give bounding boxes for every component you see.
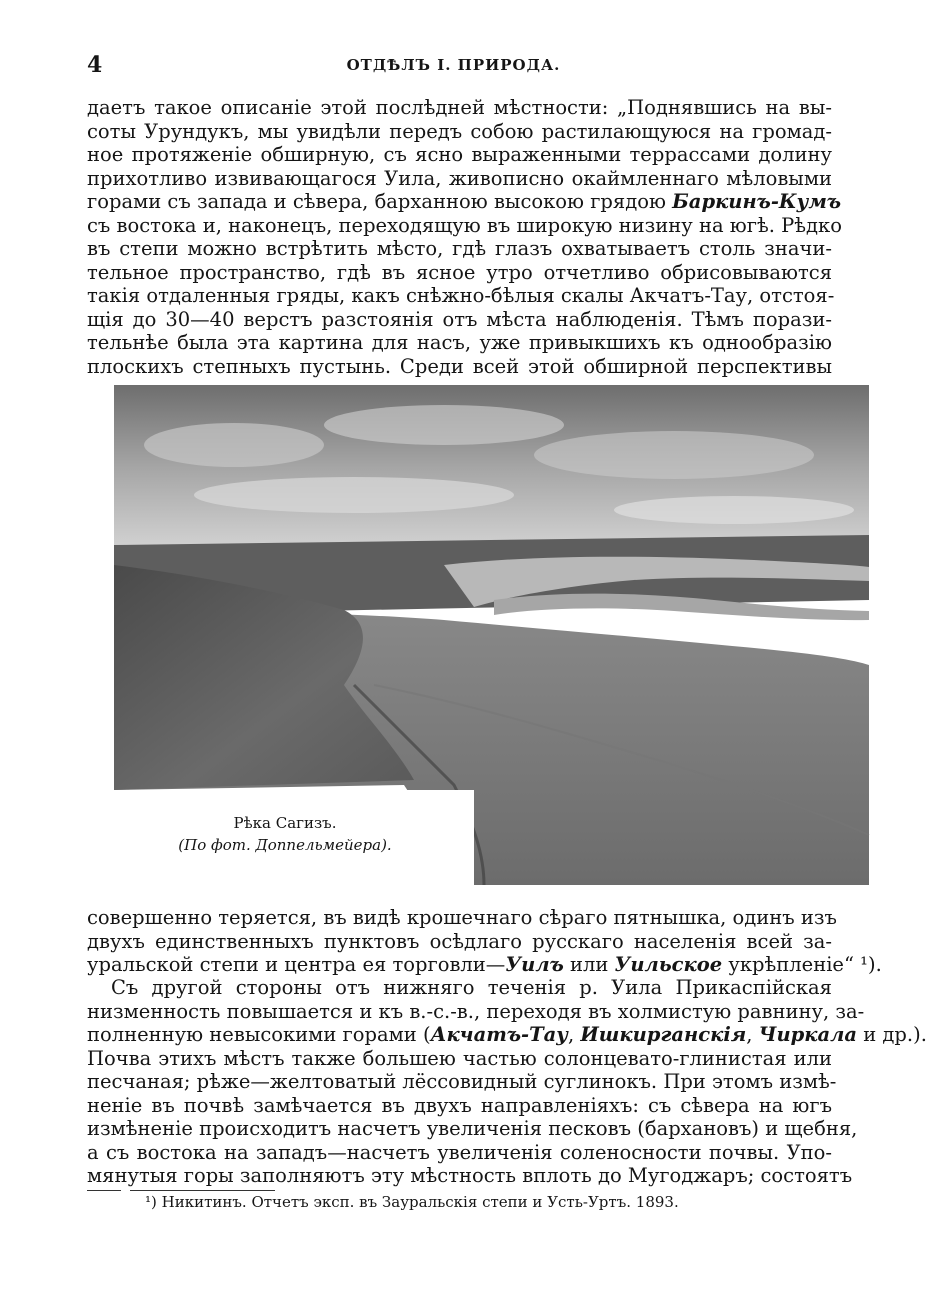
text-line: съ востока и, наконецъ, переходящую въ широкую низину на югѣ. Рѣдко [87,213,842,237]
text-run: или [563,953,615,976]
text-line: въ степи можно встрѣтить мѣсто, гдѣ глазъ охватываетъ столь значи- [87,237,832,260]
page-header [0,52,907,82]
place-name-uil: Уилъ [505,953,564,976]
paragraph-lowland [87,976,927,1188]
text-line: такія отдаленныя гряды, какъ снѣжно-бѣлыя скалы Акчатъ-Тау, отстоя- [87,284,835,307]
caption-title: Рѣка Сагизъ. [233,814,337,832]
text-line: двухъ единственныхъ пунктовъ осѣдлаго русскаго населенія всей за- [87,929,832,953]
paragraph-quote [87,96,842,378]
text-run: уральской степи и центра ея торговли— [87,953,506,976]
text-line: а съ востока на западъ—насчетъ увеличенія соленосности почвы. Упо- [87,1140,832,1164]
river-photograph [114,385,869,885]
footnote: ¹) Никитинъ. Отчетъ эксп. въ Зауральскія степи и Усть-Уртъ. 1893. [145,1193,679,1211]
text-line: неніе въ почвѣ замѣчается въ двухъ направленіяхъ: съ сѣвера на югъ [87,1093,832,1117]
caption-credit: (По фот. Доппельмейера). [178,836,392,854]
text-line [87,1023,927,1047]
text-line [87,953,882,977]
text-line: Почва этихъ мѣстъ также большею частью солонцевато-глинистая или [87,1046,832,1070]
text-run: и др.). [857,1023,927,1046]
place-name-chirkala: Чиркала [758,1023,858,1046]
text-line: измѣненіе происходитъ насчетъ увеличенія песковъ (бархановъ) и щебня, [87,1117,858,1140]
text-line: тельнѣе была эта картина для насъ, уже привыкшихъ къ однообразію [87,331,832,354]
text-run: , [746,1023,759,1046]
footnote-rule-short [87,1190,121,1191]
text-run: горами съ запада и сѣвера, барханною высокою грядою [87,190,673,213]
text-line: прихотливо извивающагося Уила, живописно окаймленнаго мѣловыми [87,166,832,190]
text-line: ное протяженіе обширную, съ ясно выраженными террассами долину [87,143,832,166]
text-run: полненную невысокими горами ( [87,1023,431,1046]
text-line: песчаная; рѣже—желтоватый лёссовидный суглинокъ. При этомъ измѣ- [87,1070,837,1093]
text-line: тельное пространство, гдѣ въ ясное утро отчетливо обрисовываются [87,260,832,284]
place-name-ishkirgan: Ишкирганскія [580,1023,747,1046]
page-number: 4 [87,52,103,78]
text-line: даетъ такое описаніе этой послѣдней мѣстности: „Поднявшись на вы- [87,96,832,119]
sky-area [114,385,869,545]
footnote-rule-long [130,1190,275,1191]
text-line: мянутыя горы заполняютъ эту мѣстность вплоть до Мугоджаръ; состоятъ [87,1164,853,1187]
text-line: плоскихъ степныхъ пустынь. Среди всей этой обширной перспективы [87,354,832,378]
place-name-uilskoe: Уильское [614,953,723,976]
text-line: низменность повышается и къ в.-с.-в., переходя въ холмистую равнину, за- [87,999,865,1023]
text-line [87,190,842,214]
figure-caption [150,812,420,856]
text-line: совершенно теряется, въ видѣ крошечнаго сѣраго пятнышка, одинъ изъ [87,906,837,929]
text-line: Съ другой стороны отъ нижняго теченія р. Уила Прикаспійская [111,976,832,999]
running-title: ОТДѢЛЪ I. ПРИРОДА. [346,56,561,74]
text-line: щія до 30—40 верстъ разстоянія отъ мѣста наблюденія. Тѣмъ порази- [87,307,832,331]
place-name-akchat-tau: Акчатъ-Тау [430,1023,568,1046]
place-name-barkin-kum: Баркинъ-Кумъ [672,190,842,213]
text-run: , [567,1023,581,1046]
paragraph-continuation [87,906,882,977]
text-line: соты Урундукъ, мы увидѣли передъ собою растилающуюся на громад- [87,119,832,143]
text-run: укрѣпленіе“ ¹). [722,953,882,976]
